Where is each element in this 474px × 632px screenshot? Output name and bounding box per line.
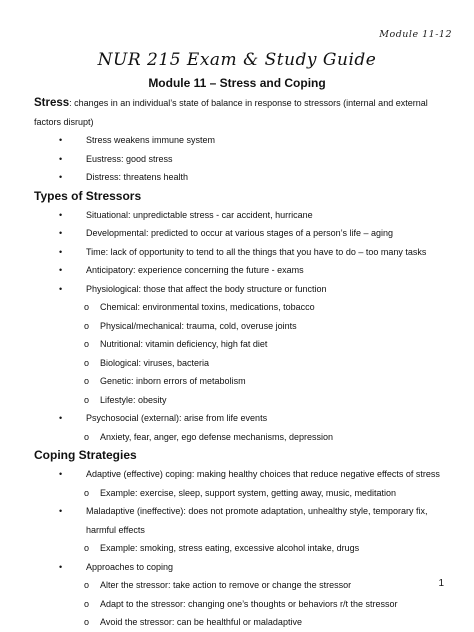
list-item: • Anticipatory: experience concerning the future - exams xyxy=(34,261,444,280)
sub-bullet-icon: o xyxy=(84,320,90,331)
list-item: • Time: lack of opportunity to tend to all the things that you have to do – too many tasks xyxy=(34,243,444,262)
sub-bullet-icon: o xyxy=(84,543,90,553)
coping-heading: Coping Strategies xyxy=(34,448,137,462)
page-number: 1 xyxy=(438,578,444,589)
list-item: • Situational: unpredictable stress - car accident, hurricane xyxy=(34,206,444,225)
list-item: • Stress weakens immune system xyxy=(34,131,444,150)
list-item: • Psychosocial (external): arise from life events xyxy=(34,409,444,428)
sub-bullet-icon: o xyxy=(84,394,90,405)
bullet-icon: • xyxy=(59,135,63,145)
bullet-icon: • xyxy=(59,172,63,182)
sub-list-item: o Lifestyle: obesity xyxy=(34,391,444,410)
bullet-icon: • xyxy=(59,228,63,238)
bullet-icon: • xyxy=(59,561,63,572)
list-item: • Maladaptive (ineffective): does not promote adaptation, unhealthy style, temporary fix, harmful effects xyxy=(34,502,444,539)
sub-list-item: o Anxiety, fear, anger, ego defense mechanisms, depression xyxy=(34,428,444,447)
stress-definition xyxy=(34,94,444,131)
stress-definition-text: : changes in an individual’s state of balance in response to stressors (internal and external factors disrupt) xyxy=(34,98,428,127)
sub-bullet-icon: o xyxy=(84,431,90,442)
document-title: NUR 215 Exam & Study Guide xyxy=(97,50,377,70)
stress-term: Stress xyxy=(34,97,70,109)
types-bullet-list xyxy=(34,206,444,447)
sub-bullet-icon: o xyxy=(84,302,90,312)
sub-list-item: o Example: exercise, sleep, support system, getting away, music, meditation xyxy=(34,484,444,503)
bullet-icon: • xyxy=(59,469,63,479)
sub-bullet-icon: o xyxy=(84,357,90,368)
bullet-icon: • xyxy=(59,265,63,275)
list-item: • Eustress: good stress xyxy=(34,150,444,169)
sub-list-item: o Example: smoking, stress eating, excessive alcohol intake, drugs xyxy=(34,539,444,558)
sub-bullet-icon: o xyxy=(84,580,90,590)
bullet-icon: • xyxy=(59,246,63,257)
bullet-icon: • xyxy=(59,209,63,220)
bullet-icon: • xyxy=(59,153,63,164)
list-item: • Adaptive (effective) coping: making healthy choices that reduce negative effects of stress xyxy=(34,465,444,484)
sub-list-item: o Avoid the stressor: can be healthful or maladaptive xyxy=(34,613,444,632)
sub-list-item: o Genetic: inborn errors of metabolism xyxy=(34,372,444,391)
bullet-icon: • xyxy=(59,413,63,423)
sub-bullet-icon: o xyxy=(84,617,90,627)
list-item: • Developmental: predicted to occur at various stages of a person’s life – aging xyxy=(34,224,444,243)
module-range-label: Module 11-12 xyxy=(379,29,452,40)
sub-list-item: o Chemical: environmental toxins, medications, tobacco xyxy=(34,298,444,317)
sub-bullet-icon: o xyxy=(84,598,90,609)
module-heading: Module 11 – Stress and Coping xyxy=(148,76,326,90)
sub-bullet-icon: o xyxy=(84,376,90,386)
document-body xyxy=(34,94,444,632)
sub-list-item: o Adapt to the stressor: changing one’s thoughts or behaviors r/t the stressor xyxy=(34,595,444,614)
sub-list-item: o Alter the stressor: take action to remove or change the stressor xyxy=(34,576,444,595)
list-item: • Distress: threatens health xyxy=(34,168,444,187)
list-item: • Physiological: those that affect the body structure or function xyxy=(34,280,444,299)
sub-list-item: o Biological: viruses, bacteria xyxy=(34,354,444,373)
sub-bullet-icon: o xyxy=(84,339,90,349)
coping-bullet-list xyxy=(34,465,444,632)
list-item: • Approaches to coping xyxy=(34,558,444,577)
sub-list-item: o Nutritional: vitamin deficiency, high fat diet xyxy=(34,335,444,354)
sub-list-item: o Physical/mechanical: trauma, cold, overuse joints xyxy=(34,317,444,336)
types-heading: Types of Stressors xyxy=(34,188,142,203)
bullet-icon: • xyxy=(59,506,63,516)
bullet-icon: • xyxy=(59,283,63,294)
stress-bullet-list xyxy=(34,131,444,187)
sub-bullet-icon: o xyxy=(84,487,90,498)
